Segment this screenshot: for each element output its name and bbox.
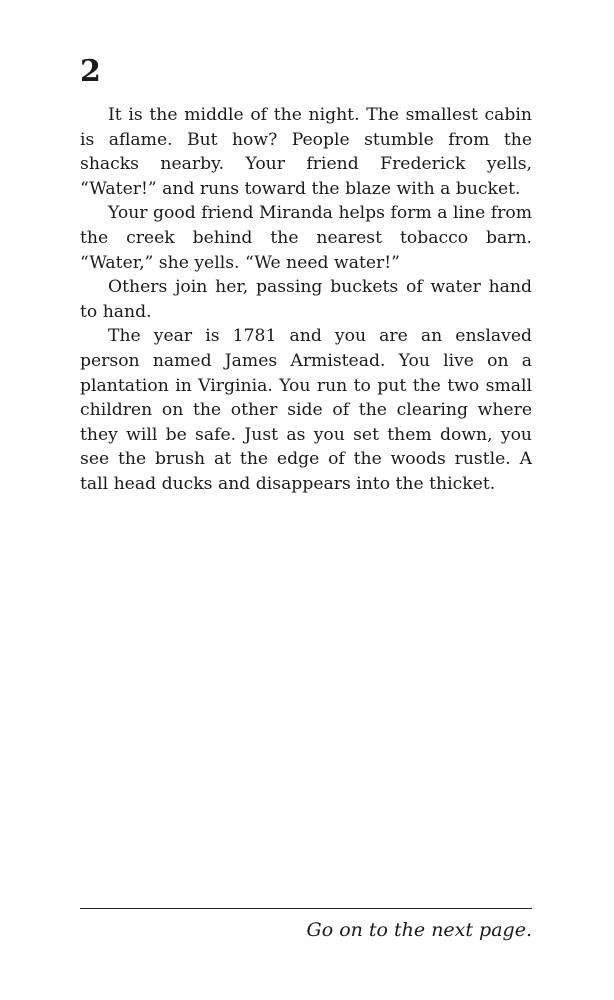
- story-text: [80, 103, 532, 497]
- footer-divider: [80, 908, 532, 909]
- page-number: 2: [80, 54, 101, 89]
- story-paragraph: The year is 1781 and you are an enslaved person named James Armistead. You live on a plantation in Virginia. You run to put the two small children on the other side of the clearing where they will be safe. Just as you set them down, you see the brush at the edge of the woods rustle. A tall head ducks and disappears into the thicket.: [80, 326, 532, 494]
- story-paragraph: Others join her, passing buckets of water hand to hand.: [80, 277, 532, 322]
- story-paragraph: It is the middle of the night. The smallest cabin is aflame. But how? People stumble from the shacks nearby. Your friend Frederick yells, “Water!” and runs toward the blaze with a bucket.: [80, 105, 532, 199]
- story-paragraph: Your good friend Miranda helps form a line from the creek behind the nearest tobacco barn. “Water,” she yells. “We need water!”: [80, 203, 532, 273]
- footer-instruction: Go on to the next page.: [306, 919, 532, 941]
